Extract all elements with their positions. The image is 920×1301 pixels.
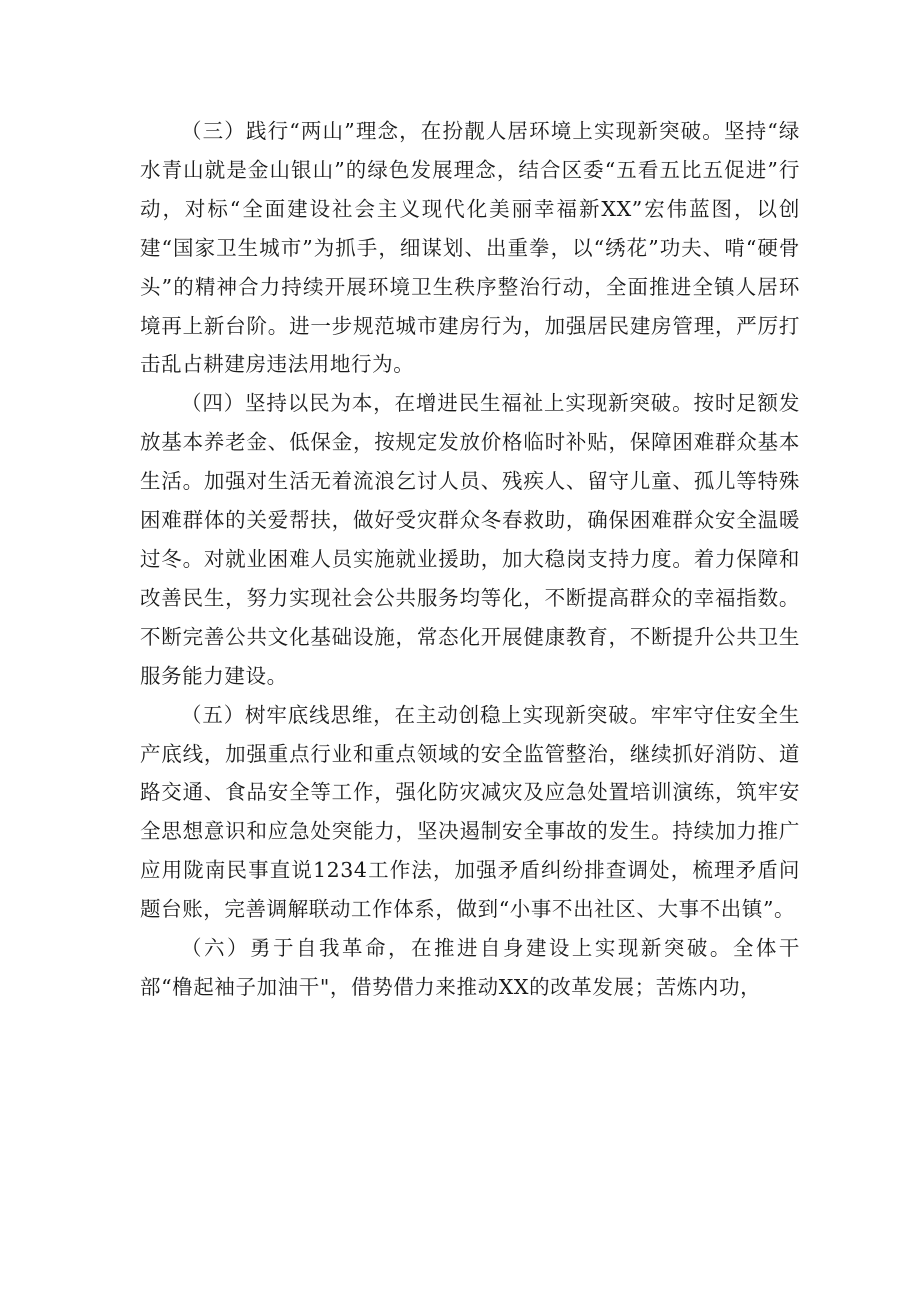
paragraph-section-4: （四）坚持以民为本，在增进民生福祉上实现新突破。按时足额发放基本养老金、低保金，按规定发放价格临时补贴，保障困难群众基本生活。加强对生活无着流浪乞讨人员、残疾人、留守儿童、孤儿等特殊困难群体的关爱帮扶，做好受灾群众冬春救助，确保困难群众安全温暖过冬。对就业困难人员实施就业援助，加大稳岗支持力度。着力保障和改善民生，努力实现社会公共服务均等化，不断提高群众的幸福指数。不断完善公共文化基础设施，常态化开展健康教育，不断提升公共卫生服务能力建设。: [140, 391, 800, 688]
document-body: [140, 112, 800, 1007]
paragraph-section-3: （三）践行“两山”理念，在扮靓人居环境上实现新突破。坚持“绿水青山就是金山银山”的绿色发展理念，结合区委“五看五比五促进”行动，对标“全面建设社会主义现代化美丽幸福新XX”宏伟蓝图，以创建“国家卫生城市”为抓手，细谋划、出重拳，以“绣花”功夫、啃“硬骨头”的精神合力持续开展环境卫生秩序整治行动，全面推进全镇人居环境再上新台阶。进一步规范城市建房行为，加强居民建房管理，严厉打击乱占耕建房违法用地行为。: [140, 119, 800, 377]
paragraph-section-6: （六）勇于自我革命，在推进自身建设上实现新突破。全体干部“橹起袖子加油干"，借势借力来推动XX的改革发展；苦炼内功，: [140, 936, 800, 999]
paragraph-section-5: （五）树牢底线思维，在主动创稳上实现新突破。牢牢守住安全生产底线，加强重点行业和重点领域的安全监管整治，继续抓好消防、道路交通、食品安全等工作，强化防灾减灾及应急处置培训演练，筑牢安全思想意识和应急处突能力，坚决遏制安全事故的发生。持续加力推广应用陇南民事直说1234工作法，加强矛盾纠纷排查调处，梳理矛盾问题台账，完善调解联动工作体系，做到“小事不出社区、大事不出镇”。: [140, 702, 800, 922]
